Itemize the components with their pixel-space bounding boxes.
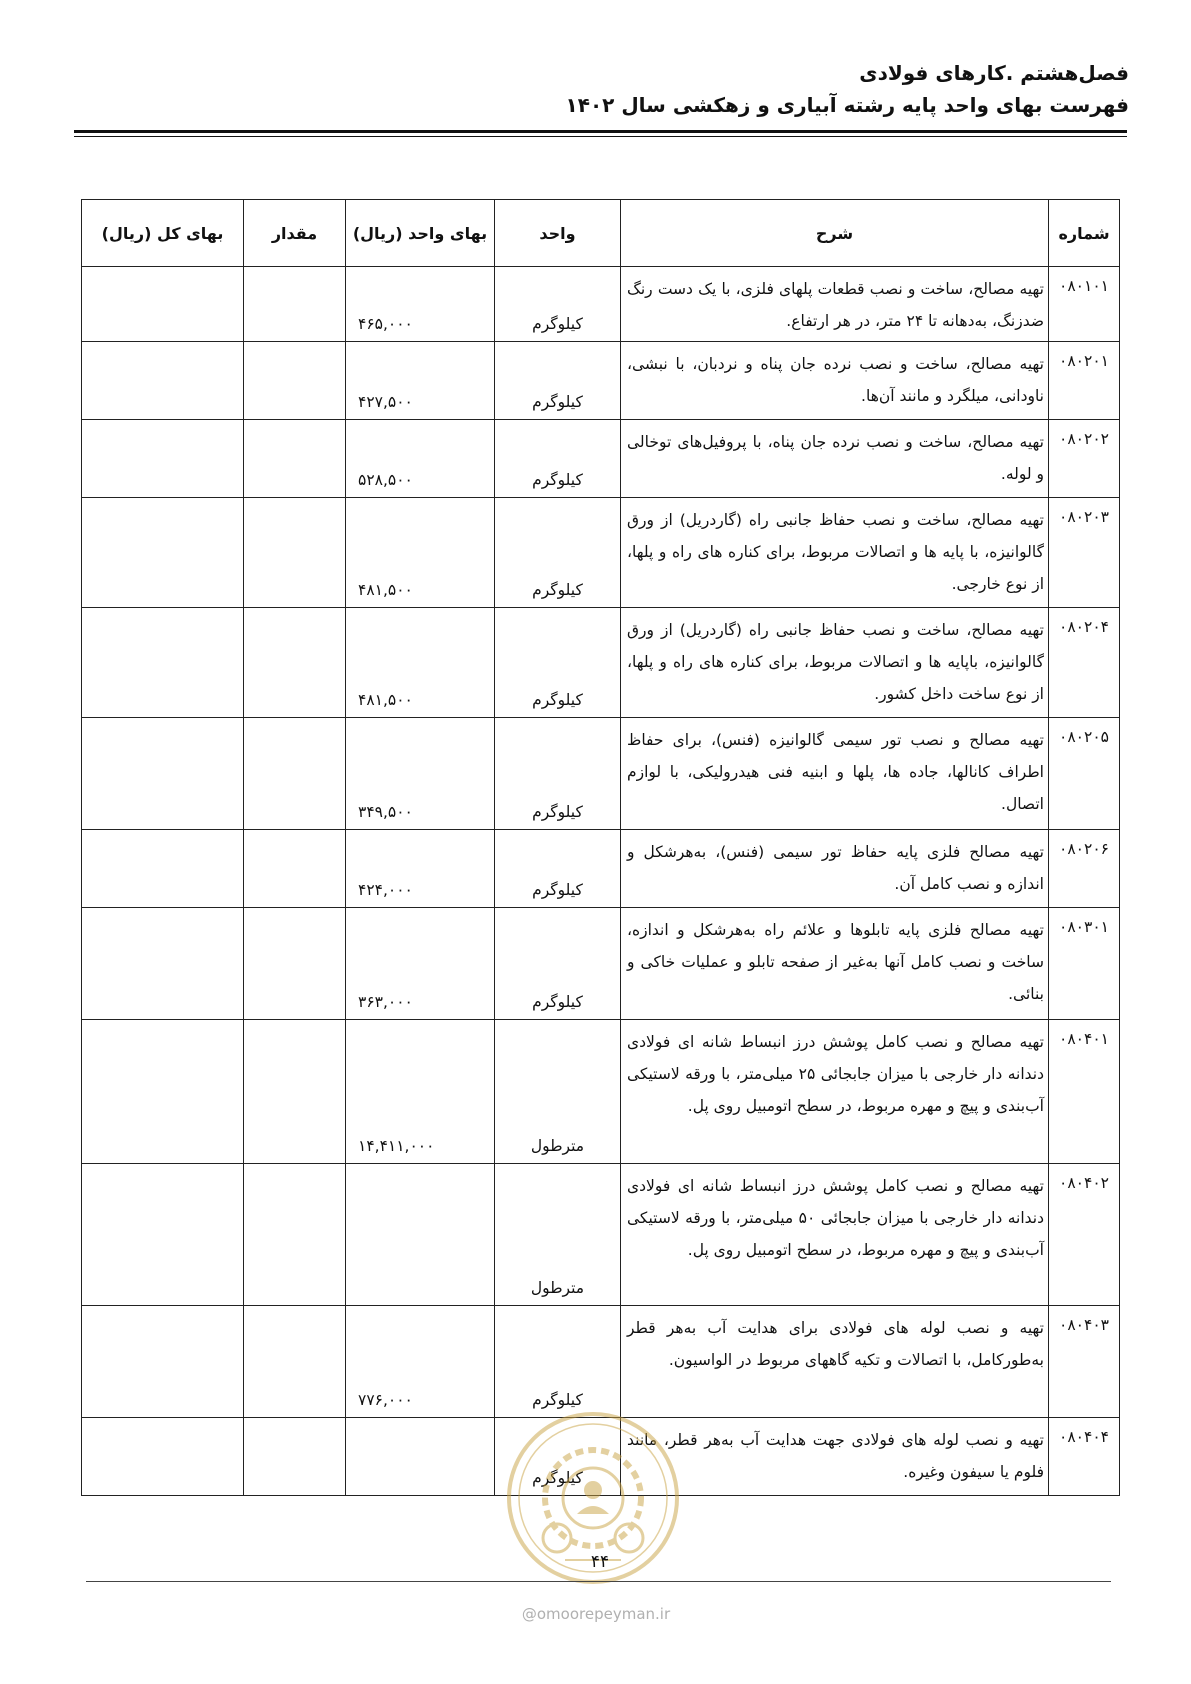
- item-description: تهیه مصالح و نصب کامل پوشش درز انبساط شانه ای فولادی دندانه دار خارجی با میزان جابجائی ۵۰ میلی‌متر، با ورقه لاستیکی آب‌بندی و پیچ و مهره مربوط، در سطح اتومبیل روی پل.: [621, 1164, 1049, 1306]
- item-unit-price: [346, 1418, 495, 1496]
- item-quantity: [244, 608, 346, 718]
- site-watermark: @omoorepeyman.ir: [521, 1605, 671, 1623]
- item-description: تهیه مصالح، ساخت و نصب نرده جان پناه و نردبان، با نبشی، ناودانی، میلگرد و مانند آن‌ها.: [621, 342, 1049, 420]
- item-unit: کیلوگرم: [495, 830, 621, 908]
- item-quantity: [244, 718, 346, 830]
- item-code: ۰۸۰۲۰۱: [1049, 342, 1120, 420]
- column-header-total-price: بهای کل (ریال): [82, 200, 244, 267]
- item-code: ۰۸۰۴۰۱: [1049, 1020, 1120, 1164]
- item-unit: کیلوگرم: [495, 908, 621, 1020]
- item-unit: کیلوگرم: [495, 1306, 621, 1418]
- item-total-price: [82, 1164, 244, 1306]
- item-code: ۰۸۰۴۰۴: [1049, 1418, 1120, 1496]
- item-code: ۰۸۰۱۰۱: [1049, 267, 1120, 342]
- item-unit: کیلوگرم: [495, 718, 621, 830]
- table-row: [82, 1020, 1120, 1164]
- item-description: تهیه مصالح، ساخت و نصب حفاظ جانبی راه (گاردریل) از ورق گالوانیزه، با پایه ها و اتصالات مربوط، برای کناره های راه و پلها، از نوع خارجی.: [621, 498, 1049, 608]
- item-code: ۰۸۰۳۰۱: [1049, 908, 1120, 1020]
- table-row: [82, 1418, 1120, 1496]
- item-unit-price: ۱۴,۴۱۱,۰۰۰: [346, 1020, 495, 1164]
- item-description: تهیه مصالح فلزی پایه تابلوها و علائم راه به‌هرشکل و اندازه، ساخت و نصب کامل آنها به‌غیر از صفحه تابلو و عملیات خاکی و بنائی.: [621, 908, 1049, 1020]
- item-description: تهیه مصالح و نصب کامل پوشش درز انبساط شانه ای فولادی دندانه دار خارجی با میزان جابجائی ۲۵ میلی‌متر، با ورقه لاستیکی آب‌بندی و پیچ و مهره مربوط، در سطح اتومبیل روی پل.: [621, 1020, 1049, 1164]
- column-header-description: شرح: [621, 200, 1049, 267]
- item-total-price: [82, 830, 244, 908]
- item-code: ۰۸۰۲۰۵: [1049, 718, 1120, 830]
- price-list-table: [81, 199, 1120, 1496]
- item-quantity: [244, 830, 346, 908]
- item-code: ۰۸۰۲۰۲: [1049, 420, 1120, 498]
- table-row: [82, 342, 1120, 420]
- item-code: ۰۸۰۴۰۲: [1049, 1164, 1120, 1306]
- column-header-code: شماره: [1049, 200, 1120, 267]
- table-row: [82, 830, 1120, 908]
- item-unit-price: ۴۶۵,۰۰۰: [346, 267, 495, 342]
- table-row: [82, 1164, 1120, 1306]
- item-quantity: [244, 1164, 346, 1306]
- item-total-price: [82, 420, 244, 498]
- item-quantity: [244, 342, 346, 420]
- item-unit: مترطول: [495, 1020, 621, 1164]
- item-unit: کیلوگرم: [495, 608, 621, 718]
- item-quantity: [244, 420, 346, 498]
- item-code: ۰۸۰۲۰۳: [1049, 498, 1120, 608]
- item-unit-price: ۴۸۱,۵۰۰: [346, 608, 495, 718]
- item-quantity: [244, 1418, 346, 1496]
- item-description: تهیه مصالح و نصب تور سیمی گالوانیزه (فنس)، برای حفاظ اطراف کانالها، جاده ها، پلها و ابنیه فنی هیدرولیکی، با لوازم اتصال.: [621, 718, 1049, 830]
- item-description: تهیه مصالح، ساخت و نصب نرده جان پناه، با پروفیل‌های توخالی و لوله.: [621, 420, 1049, 498]
- footer-rule: [86, 1581, 1111, 1582]
- item-unit: کیلوگرم: [495, 342, 621, 420]
- item-total-price: [82, 1418, 244, 1496]
- table-header-row: [82, 200, 1120, 267]
- item-unit-price: ۴۸۱,۵۰۰: [346, 498, 495, 608]
- table-row: [82, 1306, 1120, 1418]
- item-unit: کیلوگرم: [495, 420, 621, 498]
- item-unit-price: ۷۷۶,۰۰۰: [346, 1306, 495, 1418]
- item-description: تهیه مصالح فلزی پایه حفاظ تور سیمی (فنس)، به‌هرشکل و اندازه و نصب کامل آن.: [621, 830, 1049, 908]
- item-quantity: [244, 908, 346, 1020]
- header-rule-thick: [74, 130, 1127, 133]
- column-header-unit-price: بهای واحد (ریال): [346, 200, 495, 267]
- item-unit: مترطول: [495, 1164, 621, 1306]
- item-unit-price: ۳۶۳,۰۰۰: [346, 908, 495, 1020]
- table-row: [82, 608, 1120, 718]
- item-unit: کیلوگرم: [495, 1418, 621, 1496]
- table-row: [82, 718, 1120, 830]
- document-title: فهرست بهای واحد پایه رشته آبیاری و زهکشی سال ۱۴۰۲: [565, 93, 1129, 117]
- item-total-price: [82, 718, 244, 830]
- item-total-price: [82, 1306, 244, 1418]
- item-total-price: [82, 908, 244, 1020]
- item-quantity: [244, 1020, 346, 1164]
- item-code: ۰۸۰۲۰۶: [1049, 830, 1120, 908]
- header-rule-thin: [74, 136, 1127, 137]
- column-header-unit: واحد: [495, 200, 621, 267]
- item-quantity: [244, 1306, 346, 1418]
- item-description: تهیه مصالح، ساخت و نصب حفاظ جانبی راه (گاردریل) از ورق گالوانیزه، باپایه ها و اتصالات مربوط، برای کناره های راه و پلها، از نوع ساخت داخل کشور.: [621, 608, 1049, 718]
- item-description: تهیه و نصب لوله های فولادی جهت هدایت آب به‌هر قطر، مانند فلوم یا سیفون وغیره.: [621, 1418, 1049, 1496]
- column-header-quantity: مقدار: [244, 200, 346, 267]
- item-unit-price: ۵۲۸,۵۰۰: [346, 420, 495, 498]
- table-row: [82, 267, 1120, 342]
- item-unit-price: ۳۴۹,۵۰۰: [346, 718, 495, 830]
- item-description: تهیه و نصب لوله های فولادی برای هدایت آب به‌هر قطر به‌طورکامل، با اتصالات و تکیه گاههای مربوط در الواسیون.: [621, 1306, 1049, 1418]
- item-code: ۰۸۰۴۰۳: [1049, 1306, 1120, 1418]
- item-quantity: [244, 498, 346, 608]
- table-row: [82, 498, 1120, 608]
- item-unit-price: ۴۲۴,۰۰۰: [346, 830, 495, 908]
- chapter-title: فصل‌هشتم .کارهای فولادی: [859, 61, 1129, 85]
- item-description: تهیه مصالح، ساخت و نصب قطعات پلهای فلزی، با یک دست رنگ ضدزنگ، به‌دهانه تا ۲۴ متر، در هر ارتفاع.: [621, 267, 1049, 342]
- item-unit: کیلوگرم: [495, 267, 621, 342]
- table-row: [82, 908, 1120, 1020]
- item-quantity: [244, 267, 346, 342]
- item-total-price: [82, 1020, 244, 1164]
- item-code: ۰۸۰۲۰۴: [1049, 608, 1120, 718]
- page-header: [62, 58, 1129, 122]
- item-unit-price: ۴۲۷,۵۰۰: [346, 342, 495, 420]
- item-total-price: [82, 342, 244, 420]
- item-total-price: [82, 267, 244, 342]
- item-unit-price: [346, 1164, 495, 1306]
- item-total-price: [82, 498, 244, 608]
- item-unit: کیلوگرم: [495, 498, 621, 608]
- page-number: ۴۴: [590, 1552, 610, 1572]
- item-total-price: [82, 608, 244, 718]
- table-row: [82, 420, 1120, 498]
